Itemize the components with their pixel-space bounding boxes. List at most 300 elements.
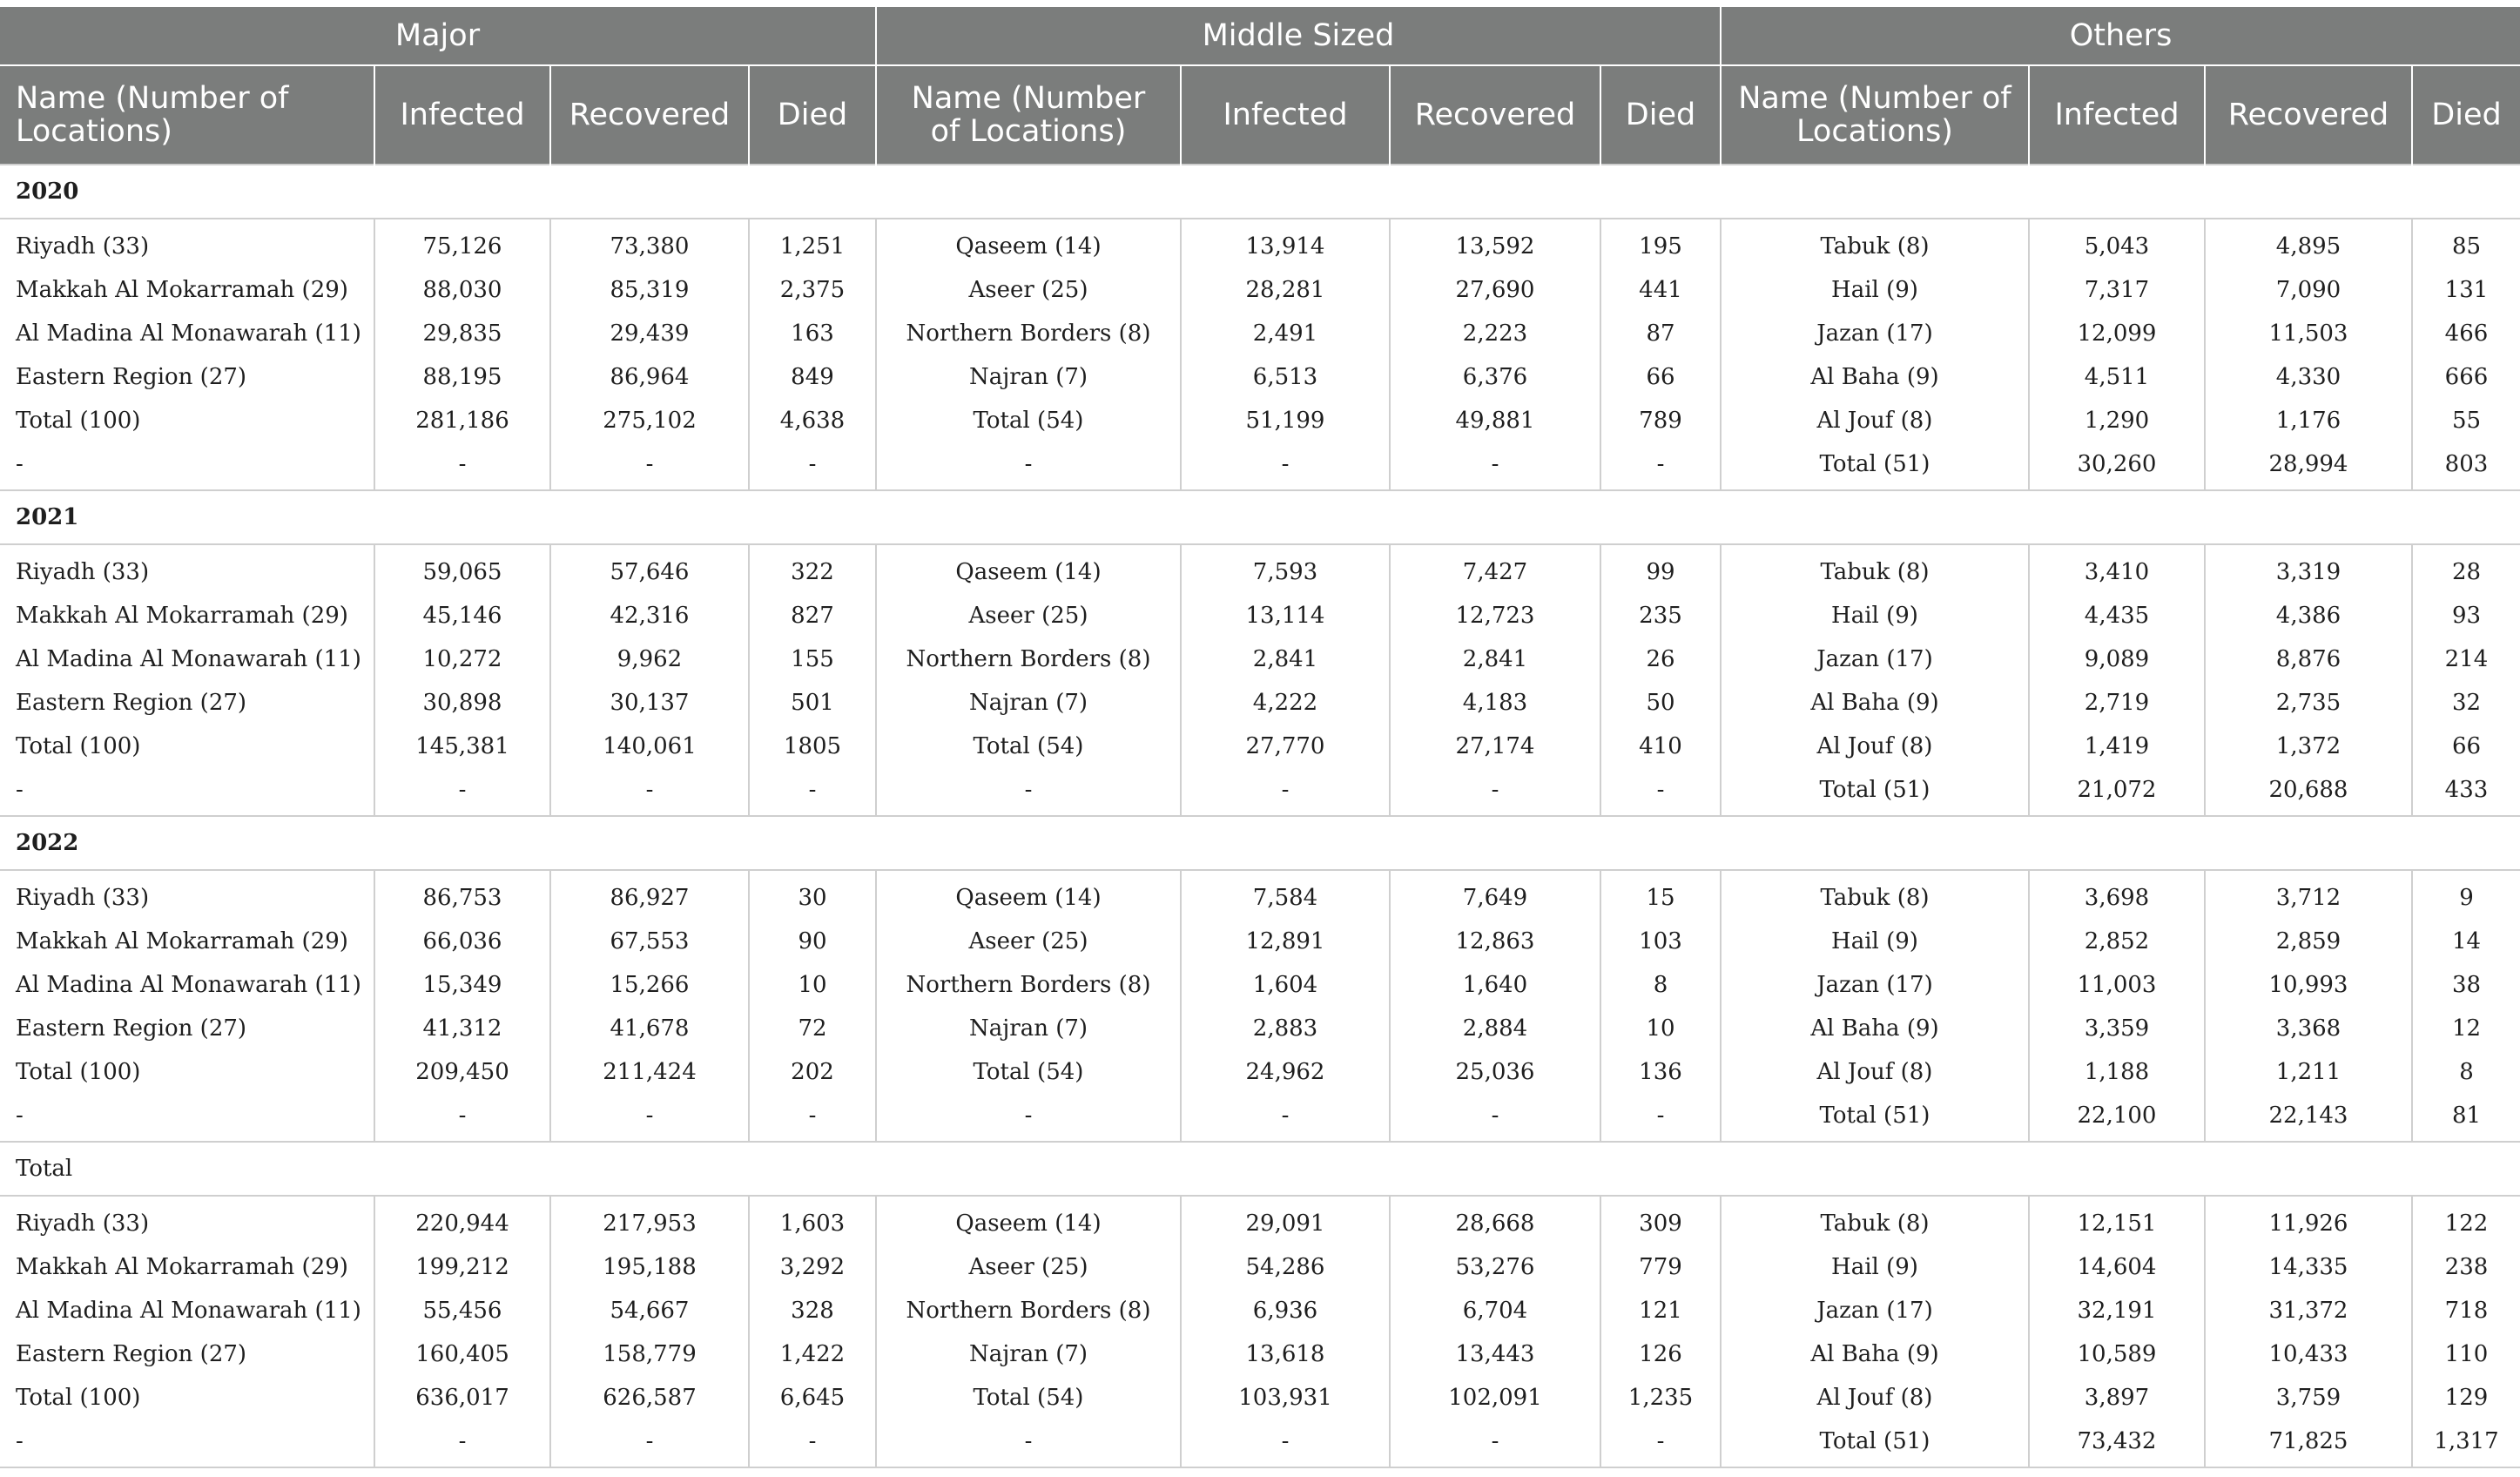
cell-infected: 28,281 bbox=[1181, 268, 1390, 312]
cell-died: - bbox=[749, 1094, 876, 1142]
group-header-middle-sized: Middle Sized bbox=[876, 7, 1721, 65]
cell-name: Eastern Region (27) bbox=[16, 364, 247, 390]
cell-name: Jazan (17) bbox=[1721, 637, 2029, 681]
table-row bbox=[0, 768, 2520, 816]
cell-infected: 66,036 bbox=[374, 920, 550, 963]
cell-infected: 75,126 bbox=[374, 219, 550, 268]
cell-name: Northern Borders (8) bbox=[876, 1289, 1181, 1332]
cell-recovered: 1,176 bbox=[2205, 399, 2412, 442]
cell-recovered: 7,649 bbox=[1390, 870, 1600, 920]
cell-died: 12 bbox=[2412, 1007, 2520, 1050]
table-row bbox=[0, 399, 2520, 442]
cell-recovered: 86,927 bbox=[550, 870, 749, 920]
cell-died: 87 bbox=[1600, 312, 1721, 355]
cell-recovered: 6,376 bbox=[1390, 355, 1600, 399]
cell-recovered: 2,735 bbox=[2205, 681, 2412, 725]
cell-recovered: 140,061 bbox=[550, 725, 749, 768]
cell-infected: 54,286 bbox=[1181, 1245, 1390, 1289]
cell-infected: - bbox=[374, 1094, 550, 1142]
cell-recovered: 42,316 bbox=[550, 594, 749, 637]
cell-died: 718 bbox=[2412, 1289, 2520, 1332]
cell-died: 129 bbox=[2412, 1376, 2520, 1420]
cell-recovered: 71,825 bbox=[2205, 1420, 2412, 1467]
cell-infected: 29,091 bbox=[1181, 1196, 1390, 1245]
cell-infected: 51,199 bbox=[1181, 399, 1390, 442]
section-label: 2022 bbox=[0, 816, 2520, 870]
cell-infected: - bbox=[374, 442, 550, 490]
cell-infected: 59,065 bbox=[374, 544, 550, 594]
cell-infected: 3,897 bbox=[2029, 1376, 2205, 1420]
cell-name: Aseer (25) bbox=[876, 1245, 1181, 1289]
cell-recovered: - bbox=[1390, 442, 1600, 490]
cell-name: Hail (9) bbox=[1721, 1245, 2029, 1289]
cell-recovered: - bbox=[1390, 768, 1600, 816]
cell-infected: 21,072 bbox=[2029, 768, 2205, 816]
cell-infected: 12,151 bbox=[2029, 1196, 2205, 1245]
cell-infected: 4,435 bbox=[2029, 594, 2205, 637]
cell-died: 322 bbox=[749, 544, 876, 594]
cell-died: 4,638 bbox=[749, 399, 876, 442]
cell-name: Total (54) bbox=[876, 399, 1181, 442]
cell-recovered: 73,380 bbox=[550, 219, 749, 268]
cell-recovered: 15,266 bbox=[550, 963, 749, 1007]
cell-infected: 22,100 bbox=[2029, 1094, 2205, 1142]
cell-infected: 1,419 bbox=[2029, 725, 2205, 768]
cell-infected: 11,003 bbox=[2029, 963, 2205, 1007]
cell-infected: 9,089 bbox=[2029, 637, 2205, 681]
cell-infected: 12,099 bbox=[2029, 312, 2205, 355]
table-row bbox=[0, 312, 2520, 355]
cell-died: 10 bbox=[1600, 1007, 1721, 1050]
cell-died: - bbox=[749, 768, 876, 816]
column-header-died: Died bbox=[1600, 65, 1721, 165]
cell-name: Riyadh (33) bbox=[16, 1211, 150, 1237]
cell-name: Total (51) bbox=[1721, 1094, 2029, 1142]
column-header-recovered: Recovered bbox=[1390, 65, 1600, 165]
cell-recovered: 11,503 bbox=[2205, 312, 2412, 355]
column-header-name: Name (Number of Locations) bbox=[0, 65, 374, 165]
cell-name: Aseer (25) bbox=[876, 594, 1181, 637]
cell-recovered: 54,667 bbox=[550, 1289, 749, 1332]
cell-infected: 6,513 bbox=[1181, 355, 1390, 399]
table-row bbox=[0, 725, 2520, 768]
cell-died: 1,422 bbox=[749, 1332, 876, 1376]
cell-infected: 86,753 bbox=[374, 870, 550, 920]
cell-name: - bbox=[16, 777, 24, 803]
cell-infected: 4,222 bbox=[1181, 681, 1390, 725]
cell-name: Najran (7) bbox=[876, 681, 1181, 725]
cell-name: Total (51) bbox=[1721, 1420, 2029, 1467]
cell-died: - bbox=[749, 1420, 876, 1467]
cell-recovered: 3,759 bbox=[2205, 1376, 2412, 1420]
cell-name: Total (54) bbox=[876, 725, 1181, 768]
cell-died: 1,235 bbox=[1600, 1376, 1721, 1420]
cell-infected: 29,835 bbox=[374, 312, 550, 355]
cell-name: Qaseem (14) bbox=[876, 1196, 1181, 1245]
cell-name: Al Baha (9) bbox=[1721, 681, 2029, 725]
table-row bbox=[0, 963, 2520, 1007]
cell-recovered: 275,102 bbox=[550, 399, 749, 442]
cell-died: 803 bbox=[2412, 442, 2520, 490]
cell-recovered: 27,174 bbox=[1390, 725, 1600, 768]
table-body bbox=[0, 165, 2520, 1467]
table-row bbox=[0, 1094, 2520, 1142]
cell-died: 328 bbox=[749, 1289, 876, 1332]
table-row bbox=[0, 637, 2520, 681]
cell-infected: 199,212 bbox=[374, 1245, 550, 1289]
cell-died: 93 bbox=[2412, 594, 2520, 637]
cell-name: Qaseem (14) bbox=[876, 870, 1181, 920]
cell-infected: 1,604 bbox=[1181, 963, 1390, 1007]
cell-recovered: 10,993 bbox=[2205, 963, 2412, 1007]
cell-died: 827 bbox=[749, 594, 876, 637]
section-header-row bbox=[0, 816, 2520, 870]
cell-died: - bbox=[1600, 1420, 1721, 1467]
cell-recovered: 86,964 bbox=[550, 355, 749, 399]
cell-died: 195 bbox=[1600, 219, 1721, 268]
cell-recovered: 29,439 bbox=[550, 312, 749, 355]
cell-died: 433 bbox=[2412, 768, 2520, 816]
cell-recovered: 53,276 bbox=[1390, 1245, 1600, 1289]
cell-name: Eastern Region (27) bbox=[16, 1341, 247, 1367]
cell-infected: 1,290 bbox=[2029, 399, 2205, 442]
cell-recovered: 1,211 bbox=[2205, 1050, 2412, 1094]
cell-name: Total (100) bbox=[16, 733, 141, 759]
cell-name: Al Baha (9) bbox=[1721, 355, 2029, 399]
cell-recovered: 14,335 bbox=[2205, 1245, 2412, 1289]
cell-name: Hail (9) bbox=[1721, 594, 2029, 637]
cell-name: Aseer (25) bbox=[876, 268, 1181, 312]
cell-died: 501 bbox=[749, 681, 876, 725]
section-header-row bbox=[0, 1142, 2520, 1196]
cell-recovered: - bbox=[550, 1420, 749, 1467]
cell-recovered: 31,372 bbox=[2205, 1289, 2412, 1332]
cell-name: Total (100) bbox=[16, 408, 141, 434]
cell-died: 235 bbox=[1600, 594, 1721, 637]
section-label: 2021 bbox=[0, 490, 2520, 544]
cell-died: 126 bbox=[1600, 1332, 1721, 1376]
cell-recovered: 49,881 bbox=[1390, 399, 1600, 442]
cell-died: 10 bbox=[749, 963, 876, 1007]
cell-name: Eastern Region (27) bbox=[16, 690, 247, 716]
cell-name: Najran (7) bbox=[876, 1332, 1181, 1376]
cell-recovered: 1,372 bbox=[2205, 725, 2412, 768]
cell-name: Al Jouf (8) bbox=[1721, 399, 2029, 442]
cell-name: Riyadh (33) bbox=[16, 885, 150, 911]
group-header-row bbox=[0, 7, 2520, 65]
column-header-recovered: Recovered bbox=[2205, 65, 2412, 165]
cell-died: 410 bbox=[1600, 725, 1721, 768]
cell-name: Al Jouf (8) bbox=[1721, 1376, 2029, 1420]
column-header-died: Died bbox=[2412, 65, 2520, 165]
cell-infected: 1,188 bbox=[2029, 1050, 2205, 1094]
cell-died: 8 bbox=[1600, 963, 1721, 1007]
cell-died: - bbox=[1600, 768, 1721, 816]
cell-died: 163 bbox=[749, 312, 876, 355]
cell-infected: 7,317 bbox=[2029, 268, 2205, 312]
cell-died: 14 bbox=[2412, 920, 2520, 963]
column-header-name: Name (Number of Locations) bbox=[1721, 65, 2029, 165]
cell-infected: 14,604 bbox=[2029, 1245, 2205, 1289]
cell-infected: 3,410 bbox=[2029, 544, 2205, 594]
cell-name: - bbox=[876, 1420, 1181, 1467]
cell-recovered: 12,723 bbox=[1390, 594, 1600, 637]
cell-died: 121 bbox=[1600, 1289, 1721, 1332]
cell-name: Al Madina Al Monawarah (11) bbox=[16, 320, 361, 347]
cell-name: Qaseem (14) bbox=[876, 219, 1181, 268]
column-header-infected: Infected bbox=[374, 65, 550, 165]
cell-name: - bbox=[876, 1094, 1181, 1142]
cell-died: 202 bbox=[749, 1050, 876, 1094]
group-header-major: Major bbox=[0, 7, 876, 65]
cell-infected: 24,962 bbox=[1181, 1050, 1390, 1094]
cell-name: Hail (9) bbox=[1721, 920, 2029, 963]
table-row bbox=[0, 1196, 2520, 1245]
cell-infected: 41,312 bbox=[374, 1007, 550, 1050]
cell-name: Total (100) bbox=[16, 1385, 141, 1411]
cell-recovered: - bbox=[1390, 1094, 1600, 1142]
cell-died: 85 bbox=[2412, 219, 2520, 268]
cell-recovered: 13,443 bbox=[1390, 1332, 1600, 1376]
cell-died: 849 bbox=[749, 355, 876, 399]
cell-recovered: 2,884 bbox=[1390, 1007, 1600, 1050]
cell-name: Jazan (17) bbox=[1721, 1289, 2029, 1332]
cell-infected: 10,272 bbox=[374, 637, 550, 681]
cell-name: Riyadh (33) bbox=[16, 559, 150, 585]
cell-infected: 145,381 bbox=[374, 725, 550, 768]
cell-recovered: 10,433 bbox=[2205, 1332, 2412, 1376]
cell-infected: 160,405 bbox=[374, 1332, 550, 1376]
cell-died: 9 bbox=[2412, 870, 2520, 920]
cell-name: Jazan (17) bbox=[1721, 312, 2029, 355]
table-row bbox=[0, 1376, 2520, 1420]
cell-died: 155 bbox=[749, 637, 876, 681]
cell-name: Hail (9) bbox=[1721, 268, 2029, 312]
cell-name: Aseer (25) bbox=[876, 920, 1181, 963]
cell-recovered: 67,553 bbox=[550, 920, 749, 963]
cell-name: Total (54) bbox=[876, 1050, 1181, 1094]
cell-recovered: 2,859 bbox=[2205, 920, 2412, 963]
cell-name: Makkah Al Mokarramah (29) bbox=[16, 277, 348, 303]
cell-died: 779 bbox=[1600, 1245, 1721, 1289]
cell-died: 81 bbox=[2412, 1094, 2520, 1142]
cell-died: 466 bbox=[2412, 312, 2520, 355]
cell-infected: - bbox=[1181, 768, 1390, 816]
cell-died: - bbox=[749, 442, 876, 490]
cell-recovered: 8,876 bbox=[2205, 637, 2412, 681]
cell-recovered: 2,223 bbox=[1390, 312, 1600, 355]
table-container bbox=[0, 7, 2520, 1468]
cell-recovered: 626,587 bbox=[550, 1376, 749, 1420]
cell-recovered: - bbox=[550, 1094, 749, 1142]
table-row bbox=[0, 442, 2520, 490]
cell-recovered: 3,368 bbox=[2205, 1007, 2412, 1050]
cell-infected: 6,936 bbox=[1181, 1289, 1390, 1332]
cell-died: 55 bbox=[2412, 399, 2520, 442]
cell-recovered: 22,143 bbox=[2205, 1094, 2412, 1142]
cell-recovered: - bbox=[1390, 1420, 1600, 1467]
cell-infected: - bbox=[1181, 1420, 1390, 1467]
cell-name: - bbox=[16, 451, 24, 477]
cell-name: Najran (7) bbox=[876, 1007, 1181, 1050]
cell-recovered: 41,678 bbox=[550, 1007, 749, 1050]
cell-died: 72 bbox=[749, 1007, 876, 1050]
cell-name: Al Jouf (8) bbox=[1721, 725, 2029, 768]
cell-recovered: - bbox=[550, 442, 749, 490]
section-label: Total bbox=[0, 1142, 2520, 1196]
cell-recovered: 3,319 bbox=[2205, 544, 2412, 594]
cell-died: 2,375 bbox=[749, 268, 876, 312]
cell-recovered: 7,427 bbox=[1390, 544, 1600, 594]
cell-name: Al Madina Al Monawarah (11) bbox=[16, 646, 361, 672]
cell-name: Total (51) bbox=[1721, 768, 2029, 816]
cell-infected: 55,456 bbox=[374, 1289, 550, 1332]
cell-died: 110 bbox=[2412, 1332, 2520, 1376]
table-row bbox=[0, 870, 2520, 920]
cell-infected: 88,030 bbox=[374, 268, 550, 312]
cell-infected: 5,043 bbox=[2029, 219, 2205, 268]
column-header-died: Died bbox=[749, 65, 876, 165]
table-row bbox=[0, 268, 2520, 312]
cell-infected: - bbox=[374, 1420, 550, 1467]
cell-recovered: 57,646 bbox=[550, 544, 749, 594]
cell-recovered: 2,841 bbox=[1390, 637, 1600, 681]
cell-died: - bbox=[1600, 1094, 1721, 1142]
cell-infected: 2,883 bbox=[1181, 1007, 1390, 1050]
cell-name: Qaseem (14) bbox=[876, 544, 1181, 594]
cell-infected: 7,584 bbox=[1181, 870, 1390, 920]
cell-name: Eastern Region (27) bbox=[16, 1015, 247, 1042]
cell-infected: 88,195 bbox=[374, 355, 550, 399]
cell-name: Al Baha (9) bbox=[1721, 1007, 2029, 1050]
cell-infected: 2,491 bbox=[1181, 312, 1390, 355]
cell-name: Makkah Al Mokarramah (29) bbox=[16, 928, 348, 954]
cell-name: Najran (7) bbox=[876, 355, 1181, 399]
cell-recovered: 28,668 bbox=[1390, 1196, 1600, 1245]
cell-recovered: 13,592 bbox=[1390, 219, 1600, 268]
table-row bbox=[0, 1332, 2520, 1376]
cell-name: - bbox=[876, 768, 1181, 816]
cell-infected: 73,432 bbox=[2029, 1420, 2205, 1467]
table-row bbox=[0, 920, 2520, 963]
cell-died: 214 bbox=[2412, 637, 2520, 681]
cell-name: Tabuk (8) bbox=[1721, 1196, 2029, 1245]
cell-infected: 4,511 bbox=[2029, 355, 2205, 399]
cell-died: 30 bbox=[749, 870, 876, 920]
cell-infected: 220,944 bbox=[374, 1196, 550, 1245]
cell-infected: 3,359 bbox=[2029, 1007, 2205, 1050]
cell-infected: 45,146 bbox=[374, 594, 550, 637]
cell-died: 1,251 bbox=[749, 219, 876, 268]
section-header-row bbox=[0, 165, 2520, 219]
cell-recovered: 195,188 bbox=[550, 1245, 749, 1289]
cell-died: - bbox=[1600, 442, 1721, 490]
cell-died: 38 bbox=[2412, 963, 2520, 1007]
table-row bbox=[0, 219, 2520, 268]
cell-name: Tabuk (8) bbox=[1721, 544, 2029, 594]
cell-died: 441 bbox=[1600, 268, 1721, 312]
cell-name: Northern Borders (8) bbox=[876, 963, 1181, 1007]
cell-infected: 13,114 bbox=[1181, 594, 1390, 637]
cell-name: Al Baha (9) bbox=[1721, 1332, 2029, 1376]
cell-recovered: 102,091 bbox=[1390, 1376, 1600, 1420]
cell-infected: 30,898 bbox=[374, 681, 550, 725]
cell-died: 103 bbox=[1600, 920, 1721, 963]
cell-recovered: 12,863 bbox=[1390, 920, 1600, 963]
cell-recovered: 9,962 bbox=[550, 637, 749, 681]
table-row bbox=[0, 1289, 2520, 1332]
group-header-others: Others bbox=[1721, 7, 2520, 65]
cell-infected: 7,593 bbox=[1181, 544, 1390, 594]
cell-recovered: 85,319 bbox=[550, 268, 749, 312]
cell-infected: 12,891 bbox=[1181, 920, 1390, 963]
cell-died: 666 bbox=[2412, 355, 2520, 399]
cell-name: Riyadh (33) bbox=[16, 233, 150, 260]
cell-infected: 27,770 bbox=[1181, 725, 1390, 768]
cell-died: 1805 bbox=[749, 725, 876, 768]
cell-name: Al Jouf (8) bbox=[1721, 1050, 2029, 1094]
cell-name: Total (100) bbox=[16, 1059, 141, 1085]
cell-recovered: 30,137 bbox=[550, 681, 749, 725]
cell-recovered: 211,424 bbox=[550, 1050, 749, 1094]
cell-name: Northern Borders (8) bbox=[876, 637, 1181, 681]
column-header-infected: Infected bbox=[2029, 65, 2205, 165]
cell-name: Al Madina Al Monawarah (11) bbox=[16, 972, 361, 998]
cell-name: Tabuk (8) bbox=[1721, 219, 2029, 268]
cell-name: Makkah Al Mokarramah (29) bbox=[16, 603, 348, 629]
cell-recovered: 7,090 bbox=[2205, 268, 2412, 312]
cell-died: 50 bbox=[1600, 681, 1721, 725]
cell-died: 131 bbox=[2412, 268, 2520, 312]
cell-recovered: 4,386 bbox=[2205, 594, 2412, 637]
cell-infected: 10,589 bbox=[2029, 1332, 2205, 1376]
cell-died: 99 bbox=[1600, 544, 1721, 594]
cell-recovered: 4,330 bbox=[2205, 355, 2412, 399]
covid-region-table bbox=[0, 7, 2520, 1468]
cell-infected: 2,852 bbox=[2029, 920, 2205, 963]
cell-infected: 3,698 bbox=[2029, 870, 2205, 920]
cell-died: 28 bbox=[2412, 544, 2520, 594]
cell-infected: 281,186 bbox=[374, 399, 550, 442]
cell-recovered: 3,712 bbox=[2205, 870, 2412, 920]
column-header-name: Name (Number of Locations) bbox=[876, 65, 1181, 165]
cell-recovered: - bbox=[550, 768, 749, 816]
cell-died: 26 bbox=[1600, 637, 1721, 681]
cell-name: Al Madina Al Monawarah (11) bbox=[16, 1298, 361, 1324]
cell-died: 66 bbox=[1600, 355, 1721, 399]
table-row bbox=[0, 594, 2520, 637]
cell-name: Tabuk (8) bbox=[1721, 870, 2029, 920]
cell-infected: - bbox=[374, 768, 550, 816]
cell-died: 8 bbox=[2412, 1050, 2520, 1094]
cell-name: - bbox=[0, 1420, 374, 1467]
table-row bbox=[0, 1420, 2520, 1467]
cell-infected: 209,450 bbox=[374, 1050, 550, 1094]
cell-died: 1,317 bbox=[2412, 1420, 2520, 1467]
cell-died: 15 bbox=[1600, 870, 1721, 920]
cell-infected: - bbox=[1181, 442, 1390, 490]
cell-infected: 15,349 bbox=[374, 963, 550, 1007]
cell-name: Jazan (17) bbox=[1721, 963, 2029, 1007]
cell-infected: 13,618 bbox=[1181, 1332, 1390, 1376]
table-row bbox=[0, 355, 2520, 399]
cell-infected: 2,841 bbox=[1181, 637, 1390, 681]
cell-recovered: 158,779 bbox=[550, 1332, 749, 1376]
cell-recovered: 11,926 bbox=[2205, 1196, 2412, 1245]
cell-recovered: 217,953 bbox=[550, 1196, 749, 1245]
cell-infected: 103,931 bbox=[1181, 1376, 1390, 1420]
cell-died: 122 bbox=[2412, 1196, 2520, 1245]
